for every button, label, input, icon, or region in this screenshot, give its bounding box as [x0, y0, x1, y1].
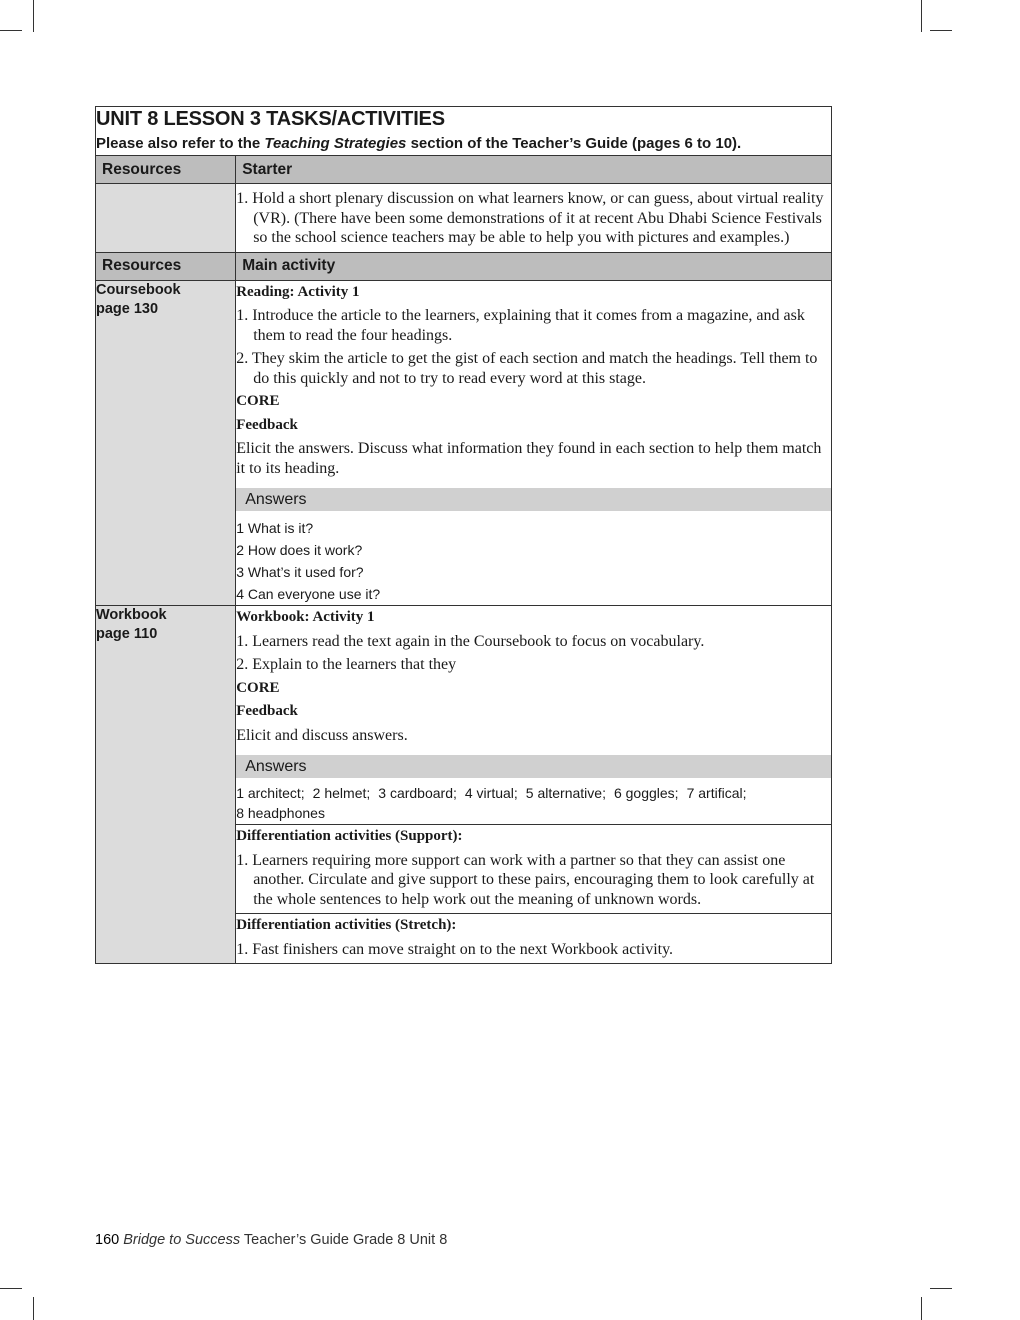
coursebook-resource [96, 280, 236, 606]
answers-bar: Answers [236, 755, 831, 778]
answer-line [236, 784, 831, 804]
activity-item: 2. They skim the article to get the gist of each section and match the headings. Tell them to do this quickly and not to try to read every word at this stage. [236, 350, 818, 387]
answer-item: 3 cardboard; [378, 785, 457, 801]
activity-item: 2. Explain to the learners that they [236, 656, 457, 673]
core-label: CORE [236, 393, 280, 409]
answer-item: 4 virtual; [464, 785, 518, 801]
activity-item: 1. Introduce the article to the learners, explaining that it comes from a magazine, and ask them to read the four headings. [236, 307, 805, 344]
page-footer [95, 1232, 447, 1248]
subtitle-text: section of the Teacher’s Guide (pages 6 to 10). [406, 135, 742, 152]
feedback-text: Elicit the answers. Discuss what information they found in each section to help them match it to its heading. [236, 440, 822, 477]
main-activity-header: Main activity [236, 252, 832, 280]
title-cell [96, 107, 832, 156]
crop-mark [921, 1297, 922, 1320]
activity-item: 1. Learners read the text again in the Coursebook to focus on vocabulary. [236, 632, 705, 650]
answers-bar: Answers [236, 488, 831, 511]
starter-header-row [96, 156, 832, 184]
feedback-label: Feedback [236, 416, 298, 433]
coursebook-activity [236, 280, 832, 606]
support-activity [236, 825, 832, 914]
crop-mark [33, 1297, 34, 1320]
subtitle-text: Please also refer to the [96, 135, 265, 152]
crop-mark [0, 1288, 22, 1289]
answer-line: 3 What’s it used for? [236, 564, 364, 580]
activity-heading: Workbook: Activity 1 [236, 609, 375, 625]
answer-line: 1 What is it? [236, 520, 314, 536]
lesson-table [95, 106, 832, 964]
page-subtitle [96, 133, 831, 155]
resource-label: Coursebook [96, 281, 181, 298]
core-label: CORE [236, 679, 280, 696]
answer-item: 7 artifical; [686, 785, 747, 801]
answer-item: 5 alternative; [525, 785, 606, 801]
activity-heading: Reading: Activity 1 [236, 283, 360, 300]
starter-resources-cell [96, 184, 236, 253]
answer-item: 6 goggles; [613, 785, 679, 801]
stretch-heading: Differentiation activities (Stretch): [236, 917, 457, 933]
resource-label: Workbook [96, 607, 167, 623]
page-title: UNIT 8 LESSON 3 TASKS/ACTIVITIES [96, 108, 445, 130]
crop-mark [930, 1288, 952, 1289]
crop-mark [921, 0, 922, 32]
footer-text: Teacher’s Guide Grade 8 Unit 8 [240, 1232, 448, 1248]
answer-line: 8 headphones [236, 805, 325, 821]
answer-item: 1 architect; [236, 785, 305, 801]
main-header-row [96, 252, 832, 280]
workbook-activity [236, 606, 832, 825]
workbook-resource [96, 606, 236, 964]
book-title: Bridge to Success [123, 1232, 241, 1248]
resources-header: Resources [96, 156, 236, 184]
feedback-text: Elicit and discuss answers. [236, 726, 408, 744]
answer-line: 4 Can everyone use it? [236, 586, 381, 602]
stretch-item: 1. Fast finishers can move straight on to the next Workbook activity. [236, 940, 674, 958]
answer-item: 2 helmet; [312, 785, 371, 801]
crop-mark [0, 30, 22, 31]
resource-page: page 130 [96, 300, 159, 317]
support-item: 1. Learners requiring more support can work with a partner so that they can assist one another. Circulate and give support to these pairs, encouraging them to look carefully at the whole sentences to help work out the meaning of unknown words. [236, 851, 815, 908]
stretch-activity [236, 914, 832, 964]
subtitle-emphasis: Teaching Strategies [264, 135, 407, 152]
starter-item: 1. Hold a short plenary discussion on what learners know, or can guess, about virtual reality (VR). (There have been some demonstrations of it at recent Abu Dhabi Science Festivals so the school science teachers may be able to help you with pictures and examples.) [236, 190, 824, 246]
page-number: 160 [95, 1232, 120, 1248]
feedback-label: Feedback [236, 703, 298, 719]
starter-content [236, 184, 832, 253]
crop-mark [930, 30, 952, 31]
resource-page: page 110 [96, 626, 158, 642]
answer-line: 2 How does it work? [236, 542, 363, 558]
starter-header: Starter [236, 156, 832, 184]
resources-header: Resources [96, 252, 236, 280]
support-heading: Differentiation activities (Support): [236, 828, 463, 844]
crop-mark [33, 0, 34, 32]
